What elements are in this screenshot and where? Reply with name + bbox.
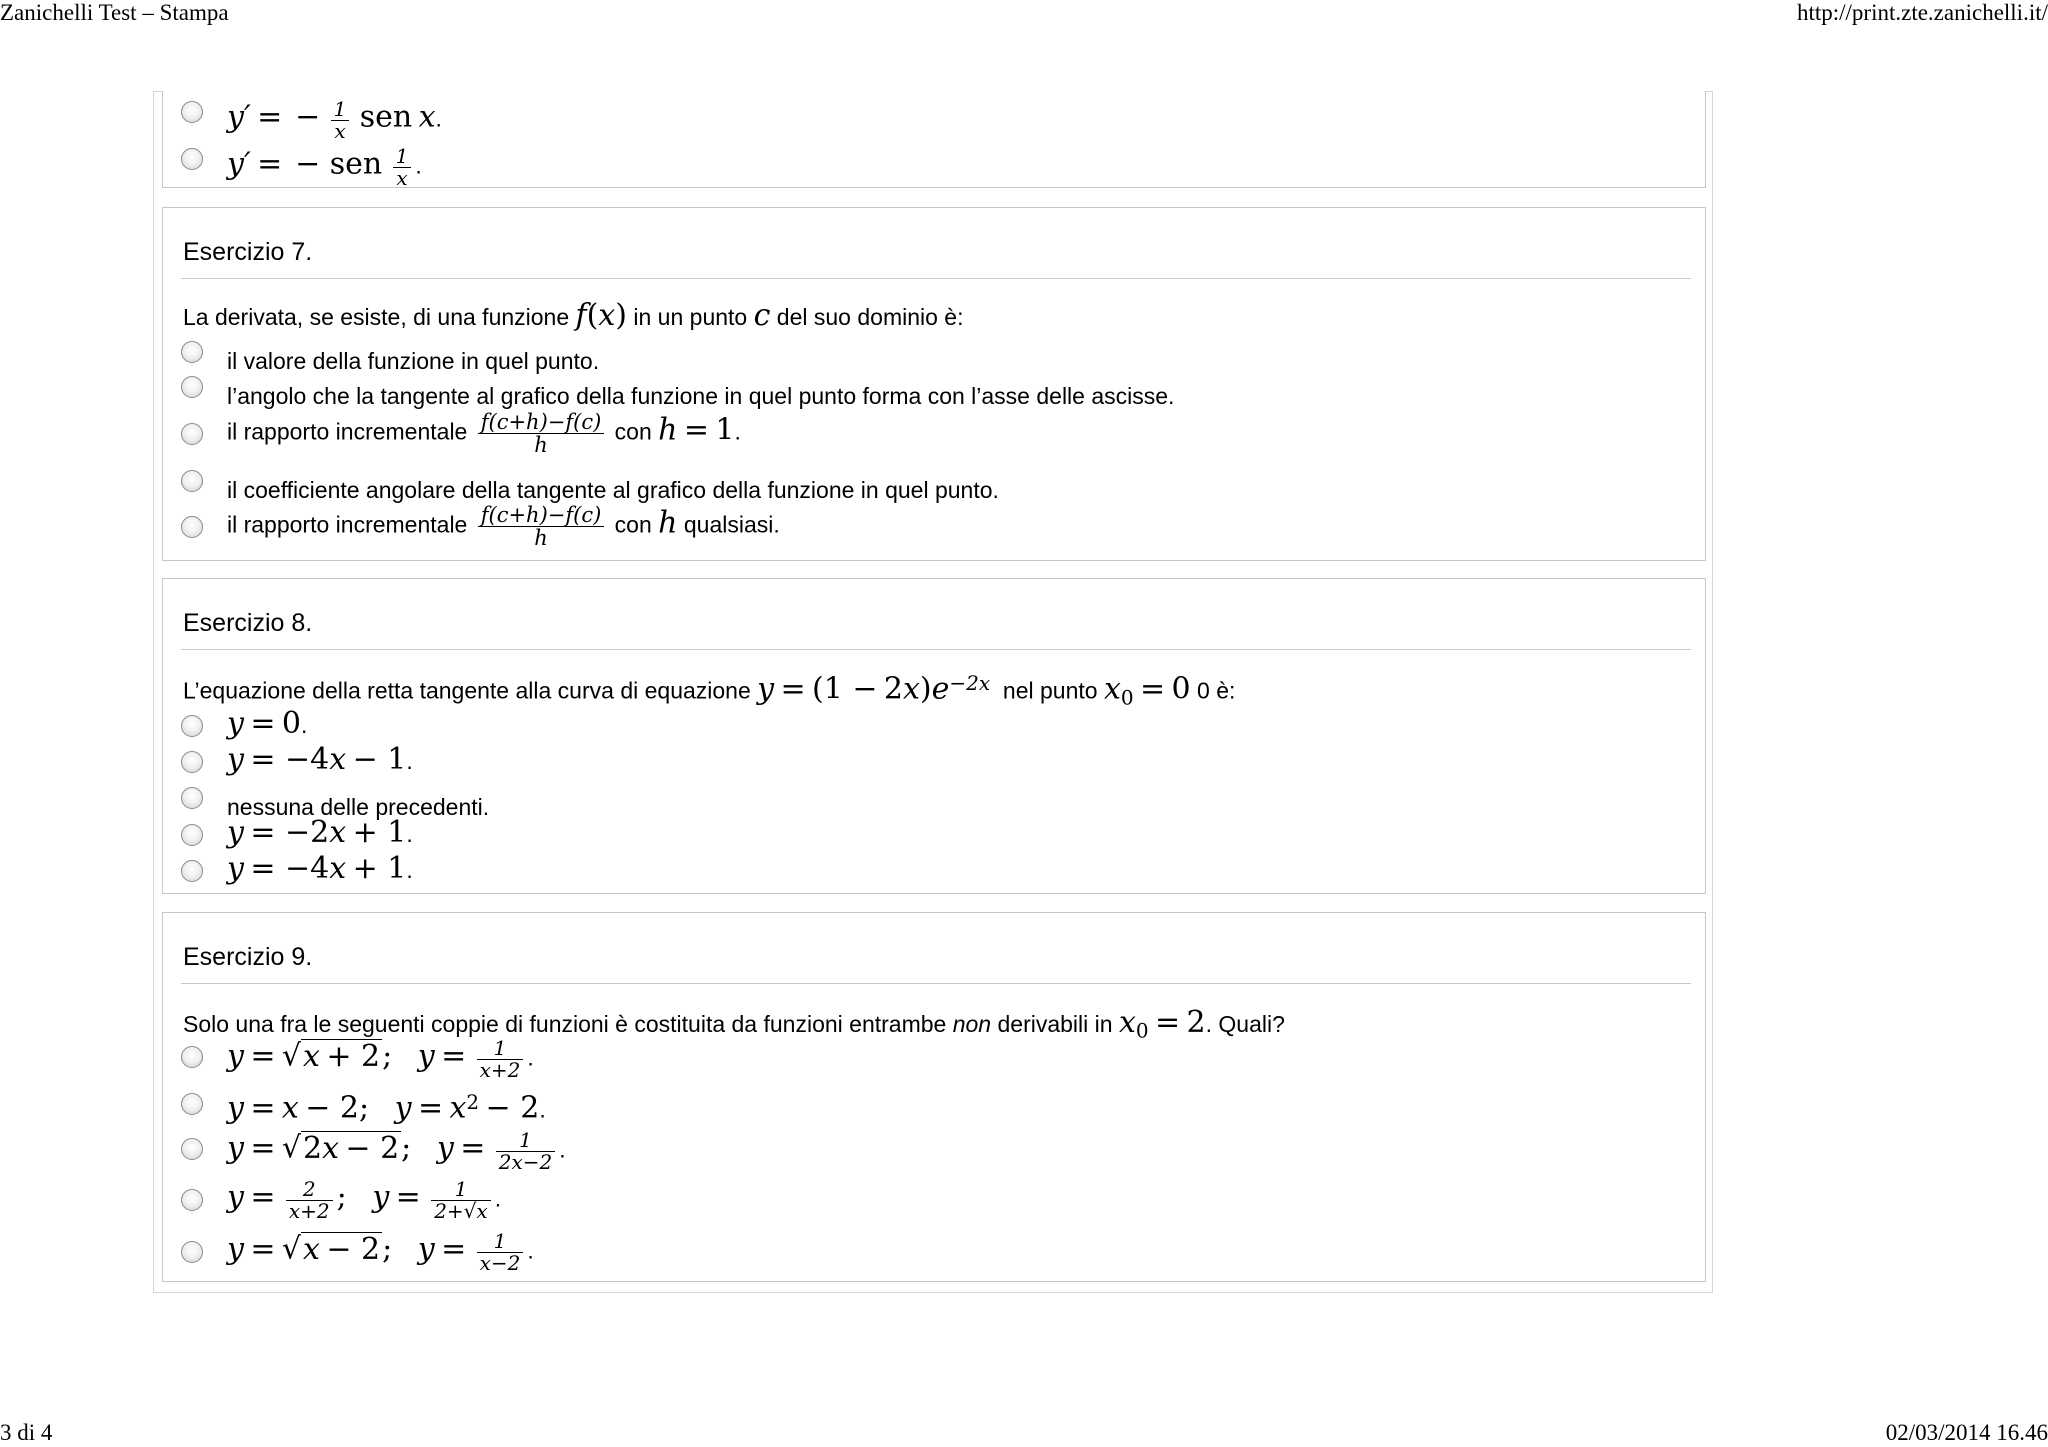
option-text: il rapporto incrementale $\frac{f(c+h)-f(c)}{h}$ con h = 1. xyxy=(227,410,741,458)
radio-button[interactable] xyxy=(181,423,203,445)
radio-button[interactable] xyxy=(181,516,203,538)
option-text: y = √2x − 2; y = $\frac{1}{2x-2}$ . xyxy=(227,1128,566,1174)
option-text: y = x − 2; $y = x^2 - 2$. xyxy=(227,1090,546,1126)
option-text: y = √x + 2; y = $\frac{1}{x+2}$ . xyxy=(227,1036,534,1082)
option-text: y = −2x + 1. xyxy=(227,815,413,850)
radio-button[interactable] xyxy=(181,1046,203,1068)
page-number: 3 di 4 xyxy=(0,1420,53,1445)
radio-button[interactable] xyxy=(181,101,203,123)
option-text: il valore della funzione in quel punto. xyxy=(227,348,600,374)
option-text: y′ = − sen $\frac{1}{x}$ . xyxy=(227,144,422,190)
exercise-title: Esercizio 8. xyxy=(183,609,313,637)
question-text: L’equazione della retta tangente alla curva di equazione $y = (1 - 2x)e^{-2x}$ nel punto $x_0 = 0$ 0 è: xyxy=(183,671,1236,710)
radio-button[interactable] xyxy=(181,787,203,809)
radio-button[interactable] xyxy=(181,860,203,882)
print-datetime: 02/03/2014 16.46 xyxy=(1885,1420,2048,1445)
page-header-url: http://print.zte.zanichelli.it/ xyxy=(1796,0,2048,25)
question-text: Solo una fra le seguenti coppie di funzioni è costituita da funzioni entrambe non derivabili in $x_0 = 2$. Quali? xyxy=(183,1005,1285,1043)
radio-button[interactable] xyxy=(181,148,203,170)
radio-button[interactable] xyxy=(181,1189,203,1211)
radio-button[interactable] xyxy=(181,470,203,492)
radio-button[interactable] xyxy=(181,715,203,737)
radio-button[interactable] xyxy=(181,1138,203,1160)
option-text: y = 0. xyxy=(227,706,308,741)
option-text: l’angolo che la tangente al grafico della funzione in quel punto forma con l’asse delle ascisse. xyxy=(227,383,1175,409)
exercise-title: Esercizio 7. xyxy=(183,238,313,266)
option-text: y′ = − $\frac{1}{x}$ sen x. xyxy=(227,97,442,143)
radio-button[interactable] xyxy=(181,1093,203,1115)
option-text: nessuna delle precedenti. xyxy=(227,794,490,820)
radio-button[interactable] xyxy=(181,341,203,363)
page-header-title: Zanichelli Test – Stampa xyxy=(0,0,229,25)
option-text: y = −4x − 1. xyxy=(227,742,413,777)
divider xyxy=(181,983,1691,984)
divider xyxy=(181,649,1691,650)
option-text: y = $\frac{2}{x+2}$ ; y = $\frac{1}{2+√x}$ . xyxy=(227,1177,502,1223)
option-text: y = −4x + 1. xyxy=(227,851,413,886)
radio-button[interactable] xyxy=(181,1241,203,1263)
option-text: il coefficiente angolare della tangente al grafico della funzione in quel punto. xyxy=(227,477,999,503)
exercise-7 xyxy=(162,207,1706,561)
question-text: La derivata, se esiste, di una funzione f(x) in un punto c del suo dominio è: xyxy=(183,298,964,333)
radio-button[interactable] xyxy=(181,751,203,773)
exercise-title: Esercizio 9. xyxy=(183,943,313,971)
option-text: y = √x − 2; y = $\frac{1}{x-2}$ . xyxy=(227,1229,534,1275)
exercise-6-tail xyxy=(162,91,1706,188)
divider xyxy=(181,278,1691,279)
option-text: il rapporto incrementale $\frac{f(c+h)-f(c)}{h}$ con h qualsiasi. xyxy=(227,503,780,551)
exercise-9 xyxy=(162,912,1706,1282)
radio-button[interactable] xyxy=(181,376,203,398)
exercise-8 xyxy=(162,578,1706,894)
radio-button[interactable] xyxy=(181,824,203,846)
